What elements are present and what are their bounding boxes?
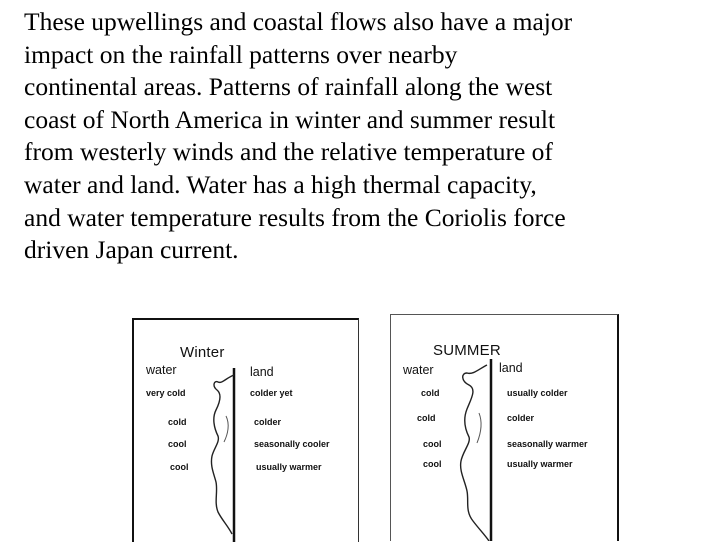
summer-water-cell: cool (423, 439, 442, 449)
winter-land-cell: usually warmer (256, 462, 322, 472)
summer-water-cell: cold (417, 413, 436, 423)
winter-coastline-drawing (134, 320, 358, 542)
summer-water-cell: cold (421, 388, 440, 398)
paragraph-line: continental areas. Patterns of rainfall along the west (24, 72, 553, 102)
summer-land-cell: colder (507, 413, 535, 423)
winter-land-header: land (250, 365, 274, 379)
paragraph-line: driven Japan current. (24, 235, 239, 265)
summer-inland-path (477, 413, 481, 443)
winter-water-header: water (146, 363, 177, 377)
winter-water-cell: cool (170, 462, 189, 472)
summer-coast-path (461, 365, 489, 541)
paragraph-line: and water temperature results from the Coriolis force (24, 202, 566, 232)
summer-land-header: land (499, 361, 523, 375)
winter-water-cell: cold (168, 417, 187, 427)
winter-water-cell: very cold (146, 388, 186, 398)
body-paragraph (24, 6, 720, 267)
summer-water-cell: cool (423, 459, 442, 469)
winter-diagram (132, 318, 359, 542)
winter-title: Winter (180, 344, 225, 361)
paragraph-line: water and land. Water has a high thermal capacity, (24, 169, 537, 199)
paragraph-line: impact on the rainfall patterns over nearby (24, 39, 458, 69)
summer-land-cell: usually colder (507, 388, 568, 398)
winter-water-cell: cool (168, 439, 187, 449)
winter-coast-path (211, 375, 234, 534)
winter-inland-path (224, 416, 228, 442)
paragraph-line: coast of North America in winter and summer result (24, 104, 556, 134)
summer-title: SUMMER (433, 342, 501, 359)
winter-land-cell: seasonally cooler (254, 439, 330, 449)
paragraph-line: These upwellings and coastal flows also have a major (24, 7, 573, 36)
winter-land-cell: colder (254, 417, 282, 427)
summer-land-cell: usually warmer (507, 459, 573, 469)
summer-land-cell: seasonally warmer (507, 439, 588, 449)
summer-coastline-drawing (391, 315, 617, 541)
summer-diagram (390, 314, 619, 541)
summer-water-header: water (403, 363, 434, 377)
paragraph-line: from westerly winds and the relative temperature of (24, 137, 553, 167)
winter-land-cell: colder yet (250, 388, 293, 398)
